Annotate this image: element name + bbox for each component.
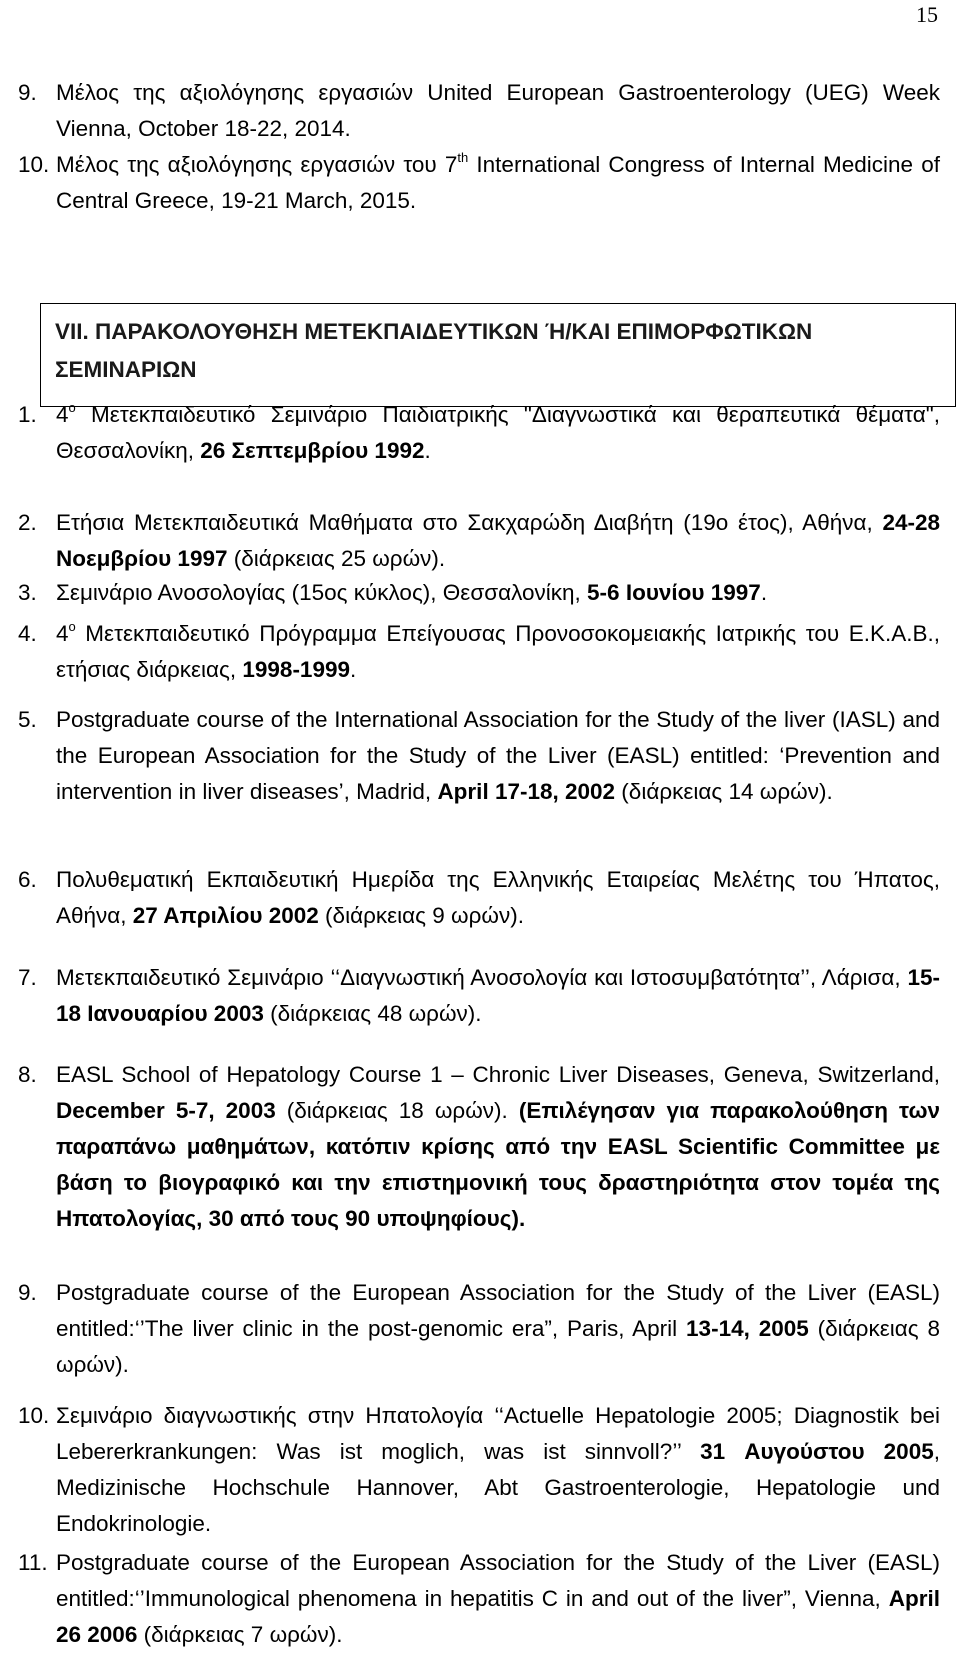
item-number: 2. <box>18 510 37 535</box>
list-item <box>18 702 940 810</box>
item-number: 5. <box>18 707 37 732</box>
list-item <box>18 1057 940 1237</box>
list-item <box>18 1275 940 1383</box>
item-text: Ετήσια Μετεκπαιδευτικά Μαθήματα στο Σακχαρώδη Διαβήτη (19ο έτος), Αθήνα, 24-28 Νοεμβρίου 1997 (διάρκειας 25 ωρών). <box>56 510 940 571</box>
section-heading: VII. ΠΑΡΑΚΟΛΟΥΘΗΣΗ ΜΕΤΕΚΠΑΙΔΕΥΤΙΚΩΝ Ή/ΚΑΙ ΕΠΙΜΟΡΦΩΤΙΚΩΝ ΣΕΜΙΝΑΡΙΩΝ <box>55 319 813 382</box>
list-item <box>18 1545 940 1653</box>
list-item <box>18 862 940 934</box>
list-item <box>18 960 940 1032</box>
page-number: 15 <box>916 2 938 27</box>
list-item <box>18 1398 940 1542</box>
item-text: Μέλος της αξιολόγησης εργασιών του 7th International Congress of Internal Medicine of Central Greece, 19-21 March, 2015. <box>56 150 940 213</box>
item-text: $4^o$ Μετεκπαιδευτικό Σεμινάριο Παιδιατρικής "Διαγνωστικά και θεραπευτικά θέματα", Θεσσαλονίκη, 26 Σεπτεμβρίου 1992. <box>56 400 940 463</box>
item-text: $4^o$ Μετεκπαιδευτικό Πρόγραμμα Επείγουσας Προνοσοκομειακής Ιατρικής του Ε.Κ.Α.Β., ετήσιας διάρκειας, 1998-1999. <box>56 619 940 682</box>
list-item <box>18 75 940 147</box>
item-number: 8. <box>18 1062 37 1087</box>
item-number: 10. <box>18 152 50 177</box>
item-number: 9. <box>18 80 37 105</box>
item-text: Σεμινάριο Ανοσολογίας (15ος κύκλος), Θεσσαλονίκη, 5-6 Ιουνίου 1997. <box>56 580 768 605</box>
item-number: 6. <box>18 867 37 892</box>
list-item <box>18 505 940 577</box>
item-text: Μέλος της αξιολόγησης εργασιών United European Gastroenterology (UEG) Week Vienna, October 18-22, 2014. <box>56 80 940 141</box>
list-item <box>18 575 940 611</box>
item-text: Postgraduate course of the European Association for the Study of the Liver (EASL) entitled:‘’The liver clinic in the post-genomic era”, Paris, April 13-14, 2005 (διάρκειας 8 ωρών). <box>56 1280 940 1377</box>
list-item <box>18 616 940 688</box>
item-number: 3. <box>18 580 37 605</box>
item-text: Postgraduate course of the International Association for the Study of the liver (IASL) and the European Association for the Study of the Liver (EASL) entitled: ‘Prevention and intervention in liver diseases’, Madrid, April 17-18, 2002 (διάρκειας 14 ωρών). <box>56 707 940 804</box>
item-text: Σεμινάριο διαγνωστικής στην Ηπατολογία ‘‘Actuelle Hepatologie 2005; Diagnostik bei Lebererkrankungen: Was ist moglich, was ist sinnvoll?’’ 31 Αυγούστου 2005, Medizinische Hochschule Hannover, Abt Gastroenterologie, Hepatologie und Endokrinologie. <box>56 1403 940 1536</box>
list-item <box>18 147 940 219</box>
item-number: 1. <box>18 402 37 427</box>
item-number: 9. <box>18 1280 37 1305</box>
item-number: 11. <box>18 1550 48 1575</box>
item-text: Postgraduate course of the European Association for the Study of the Liver (EASL) entitled:‘’Immunological phenomena in hepatitis C in and out of the liver”, Vienna, April 26 2006 (διάρκειας 7 ωρών). <box>56 1550 940 1647</box>
item-text: Πολυθεματική Εκπαιδευτική Ημερίδα της Ελληνικής Εταιρείας Μελέτης του Ήπατος, Αθήνα, 27 Απριλίου 2002 (διάρκειας 9 ωρών). <box>56 867 940 928</box>
list-item <box>18 397 940 469</box>
item-number: 10. <box>18 1403 50 1428</box>
item-text: Μετεκπαιδευτικό Σεμινάριο ‘‘Διαγνωστική Ανοσολογία και Ιστοσυμβατότητα’’, Λάρισα, 15-18 Ιανουαρίου 2003 (διάρκειας 48 ωρών). <box>56 965 940 1026</box>
item-number: 7. <box>18 965 37 990</box>
item-text: EASL School of Hepatology Course 1 – Chronic Liver Diseases, Geneva, Switzerland, December 5-7, 2003 (διάρκειας 18 ωρών). (Επιλέγησαν για παρακολούθηση των παραπάνω μαθημάτων, κατόπιν κρίσης από την EASL Scientific Committee με βάση το βιογραφικό και την επιστημονική τους δραστηριότητα στον τομέα της Ηπατολογίας, 30 από τους 90 υποψηφίους). <box>56 1062 940 1231</box>
item-number: 4. <box>18 621 37 646</box>
